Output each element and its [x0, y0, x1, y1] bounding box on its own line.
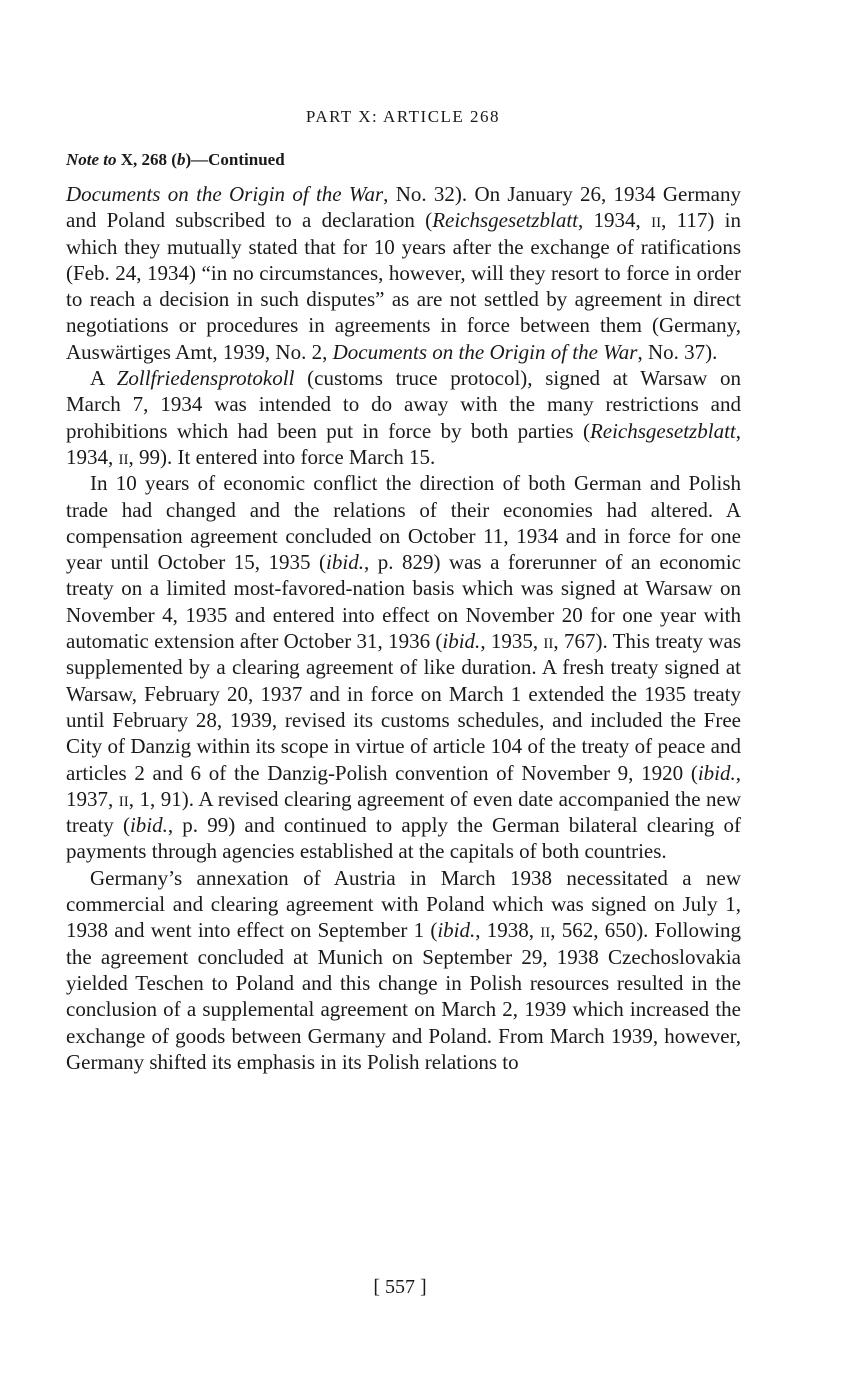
page-number: [ 557 ]: [373, 1276, 427, 1298]
text-run: , 1935,: [480, 629, 544, 654]
text-run: , p. 829) was a forerunner of an economic treaty on a limited most-favored-nation basis which was signed at Warsaw on November 4, 1935 and entered into effect on November 20 for one year with automatic extension after October 31, 1936 (: [66, 550, 741, 654]
italic-text: ibid.: [129, 813, 168, 838]
text-run: , 1934,: [578, 208, 652, 233]
text-run: In 10 years of economic conflict the direction of both German and Polish trade had changed and the relations of their economies had altered. A compensation agreement concluded on October 11, 1934 and in force for one year until October 15, 1935 (: [66, 471, 741, 575]
paragraph: [66, 470, 741, 864]
running-head: PART X: ARTICLE 268: [305, 107, 501, 126]
small-caps-text: ii: [540, 918, 551, 943]
note-heading-suffix: )—Continued: [185, 150, 285, 169]
note-heading-ref: X, 268 (: [120, 150, 177, 169]
text-run: A: [90, 366, 117, 391]
small-caps-text: ii: [118, 444, 129, 469]
text-run: , 117) in which they mutually stated that for 10 years after the exchange of ratifications (Feb. 24, 1934) “in no circumstances, however, will they resort to force in order to reach a decision in such disputes” as are not settled by agreement in direct negotiations or procedures in agreements in force between them (Germany, Auswärtiges Amt, 1939, No. 2,: [66, 208, 741, 364]
small-caps-text: ii: [118, 786, 129, 811]
italic-text: ibid.: [326, 550, 364, 575]
italic-text: ibid.: [442, 629, 481, 654]
italic-text: ibid.: [697, 760, 736, 785]
paragraph: [66, 365, 741, 470]
italic-text: Reichsgesetzblatt: [589, 418, 736, 443]
text-run: , 1934,: [66, 418, 741, 469]
text-run: , 767). This treaty was supplemented by a clearing agreement of like duration. A fresh treaty signed at Warsaw, February 20, 1937 and in force on March 1 extended the 1935 treaty until February 28, 1939, revised its customs schedules, and included the Free City of Danzig within its scope in virtue of article 104 of the treaty of peace and articles 2 and 6 of the Danzig-Polish convention of November 9, 1920 (: [66, 629, 741, 785]
text-run: , 1938,: [475, 918, 541, 943]
text-run: , 1937,: [66, 760, 741, 811]
text-run: Germany’s annexation of Austria in March 1938 necessitated a new commercial and clearing agreement with Poland which was signed on July 1, 1938 and went into effect on September 1 (: [66, 865, 741, 943]
italic-text: Reichsgesetzblatt: [432, 208, 578, 233]
paragraph: [66, 181, 741, 365]
note-heading-letter: b: [176, 150, 186, 169]
paragraph: [66, 865, 741, 1075]
small-caps-text: ii: [543, 629, 554, 654]
text-run: , 1, 91). A revised clearing agreement of even date accompanied the new treaty (: [66, 786, 742, 838]
text-run: (customs truce protocol), signed at Warsaw on March 7, 1934 was intended to do away with the many restrictions and prohibitions which had been put in force by both parties (: [66, 366, 741, 443]
italic-text: Zollfriedensprotokoll: [116, 366, 295, 391]
text-run: , No. 32). On January 26, 1934 Germany and Poland subscribed to a declaration (: [66, 182, 741, 233]
text-run: , p. 99) and continued to apply the German bilateral clearing of payments through agencies established at the capitals of both countries.: [66, 813, 741, 864]
note-heading: [66, 150, 285, 170]
text-run: , 562, 650). Following the agreement concluded at Munich on September 29, 1938 Czechoslovakia yielded Teschen to Poland and this change in Polish resources resulted in the conclusion of a supplemental agreement on March 2, 1939 which increased the exchange of goods between Germany and Poland. From March 1939, however, Germany shifted its emphasis in its Polish relations to: [66, 918, 742, 1074]
italic-text: Documents on the Origin of the War: [66, 182, 384, 206]
italic-text: Documents on the Origin of the War: [332, 339, 638, 364]
body-text: [66, 181, 741, 1075]
small-caps-text: ii: [651, 208, 662, 233]
text-run: , 99). It entered into force March 15.: [128, 444, 436, 469]
italic-text: ibid.: [437, 918, 476, 943]
text-run: , No. 37).: [637, 339, 718, 364]
note-heading-prefix: Note to: [66, 150, 117, 169]
